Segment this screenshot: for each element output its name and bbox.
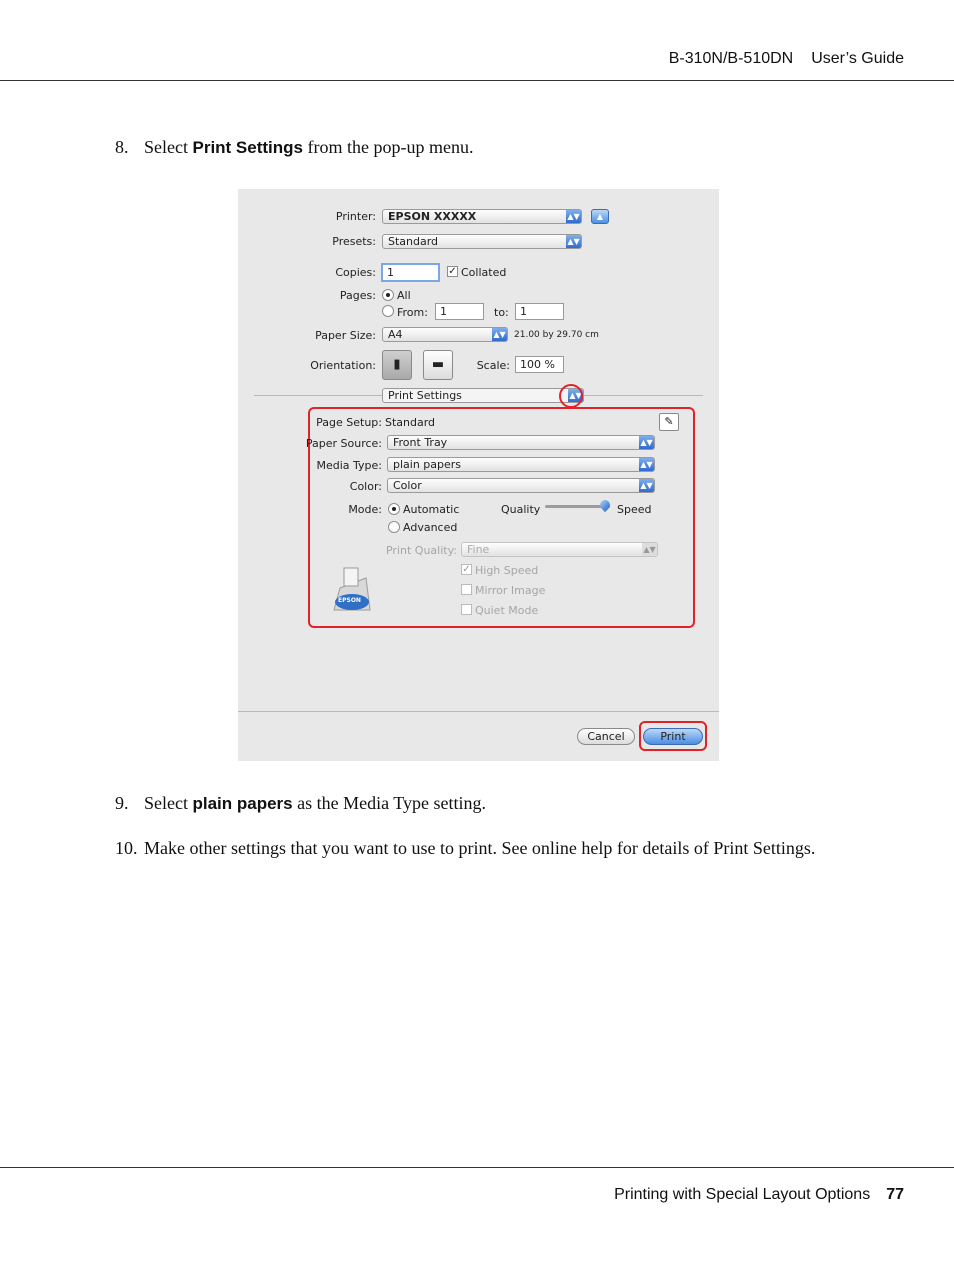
epson-printer-icon-graphic xyxy=(330,566,376,614)
media-type-popup[interactable] xyxy=(387,457,655,472)
page-footer xyxy=(614,1186,904,1204)
paper-dimensions: 21.00 by 29.70 cm xyxy=(514,330,599,340)
printer-value: EPSON XXXXX xyxy=(388,210,477,223)
footer-divider xyxy=(238,711,719,712)
color-value: Color xyxy=(393,479,422,492)
panel-menu-value: Print Settings xyxy=(388,389,462,402)
printer-label: Printer: xyxy=(335,210,376,223)
mode-label: Mode: xyxy=(348,503,382,516)
popup-arrows-icon: ▲▼ xyxy=(643,545,656,554)
disclosure-button[interactable] xyxy=(591,209,609,224)
paper-source-label: Paper Source: xyxy=(305,437,382,450)
epson-logo-text: EPSON xyxy=(338,597,361,604)
triangle-up-icon: ▲ xyxy=(596,212,604,221)
page-number: 77 xyxy=(886,1186,904,1203)
print-button[interactable]: Print xyxy=(643,728,703,745)
advanced-label: Advanced xyxy=(403,521,458,534)
popup-highlight-circle xyxy=(559,384,583,408)
popup-arrows-icon: ▲▼ xyxy=(640,481,653,490)
mode-automatic-radio[interactable] xyxy=(388,503,400,515)
footer-rule xyxy=(0,1167,954,1168)
popup-arrows-icon: ▲▼ xyxy=(567,212,580,221)
all-label: All xyxy=(397,289,411,302)
cancel-button[interactable]: Cancel xyxy=(577,728,635,745)
page-header xyxy=(669,50,904,68)
tools-button[interactable] xyxy=(659,413,679,431)
scale-label: Scale: xyxy=(476,359,510,372)
presets-label: Presets: xyxy=(332,235,376,248)
from-label: From: xyxy=(397,306,428,319)
step-number: 8. xyxy=(115,137,129,157)
print-dialog xyxy=(238,189,719,761)
step-8 xyxy=(115,137,473,158)
epson-printer-icon xyxy=(330,566,376,614)
quiet-mode-label: Quiet Mode xyxy=(475,604,539,617)
step-10 xyxy=(115,838,815,859)
header-guide: User’s Guide xyxy=(811,50,904,67)
pages-label: Pages: xyxy=(339,289,376,302)
media-type-value: plain papers xyxy=(393,458,462,471)
quiet-mode-checkbox[interactable] xyxy=(461,604,472,615)
print-highlight-box xyxy=(639,721,707,751)
print-quality-label: Print Quality: xyxy=(385,544,457,557)
paper-source-value: Front Tray xyxy=(393,436,448,449)
landscape-orientation-button[interactable] xyxy=(423,350,453,380)
high-speed-checkbox[interactable]: ✓ xyxy=(462,564,471,575)
popup-arrows-icon: ▲▼ xyxy=(569,391,582,400)
portrait-icon: ▮ xyxy=(393,357,401,372)
step-text: Select xyxy=(144,793,193,813)
to-label: to: xyxy=(494,306,509,319)
to-field[interactable]: 1 xyxy=(515,303,564,320)
step-bold: Print Settings xyxy=(192,138,303,157)
print-quality-popup[interactable] xyxy=(461,542,658,557)
popup-arrows-icon: ▲▼ xyxy=(567,237,580,246)
copies-field[interactable]: 1 xyxy=(381,263,440,282)
media-type-label: Media Type: xyxy=(316,459,382,472)
automatic-label: Automatic xyxy=(403,503,460,516)
printer-popup[interactable] xyxy=(382,209,582,224)
portrait-orientation-button[interactable] xyxy=(382,350,412,380)
footer-section: Printing with Special Layout Options xyxy=(614,1186,871,1203)
step-number: 10. xyxy=(115,838,138,858)
landscape-icon: ▬ xyxy=(431,357,445,372)
popup-arrows-icon: ▲▼ xyxy=(640,460,653,469)
print-quality-value: Fine xyxy=(467,543,490,556)
presets-popup[interactable] xyxy=(382,234,582,249)
popup-arrows-icon: ▲▼ xyxy=(493,330,506,339)
paper-size-popup[interactable] xyxy=(382,327,508,342)
step-number: 9. xyxy=(115,793,129,813)
tools-icon: ✎ xyxy=(664,415,674,428)
page-setup-label: Page Setup: xyxy=(316,416,382,429)
orientation-label: Orientation: xyxy=(310,359,376,372)
step-text: Make other settings that you want to use to print. See online help for details of Print Settings. xyxy=(144,838,816,858)
page-setup-value: Standard xyxy=(385,416,436,429)
from-field[interactable]: 1 xyxy=(435,303,484,320)
mirror-image-checkbox[interactable] xyxy=(461,584,472,595)
quality-label: Quality xyxy=(501,503,541,516)
presets-value: Standard xyxy=(388,235,439,248)
pages-from-radio[interactable] xyxy=(382,305,394,317)
header-rule xyxy=(0,80,954,81)
mirror-image-label: Mirror Image xyxy=(475,584,546,597)
scale-field[interactable]: 100 % xyxy=(515,356,564,373)
paper-size-value: A4 xyxy=(388,328,403,341)
speed-label: Speed xyxy=(617,503,652,516)
paper-source-popup[interactable] xyxy=(387,435,655,450)
step-9 xyxy=(115,793,486,814)
collated-label: Collated xyxy=(461,266,507,279)
step-bold: plain papers xyxy=(192,794,293,813)
pages-all-radio[interactable] xyxy=(382,289,394,301)
popup-arrows-icon: ▲▼ xyxy=(640,438,653,447)
mode-advanced-radio[interactable] xyxy=(388,521,400,533)
step-text: Select xyxy=(144,137,193,157)
paper-size-label: Paper Size: xyxy=(315,329,376,342)
header-model: B-310N/B-510DN xyxy=(668,50,794,67)
step-text: as the Media Type setting. xyxy=(292,793,486,813)
step-text: from the pop-up menu. xyxy=(303,137,474,157)
collated-checkbox[interactable]: ✓ xyxy=(448,266,457,277)
color-popup[interactable] xyxy=(387,478,655,493)
color-label: Color: xyxy=(349,480,382,493)
high-speed-label: High Speed xyxy=(475,564,539,577)
copies-label: Copies: xyxy=(335,266,376,279)
panel-menu-popup[interactable] xyxy=(382,388,584,403)
